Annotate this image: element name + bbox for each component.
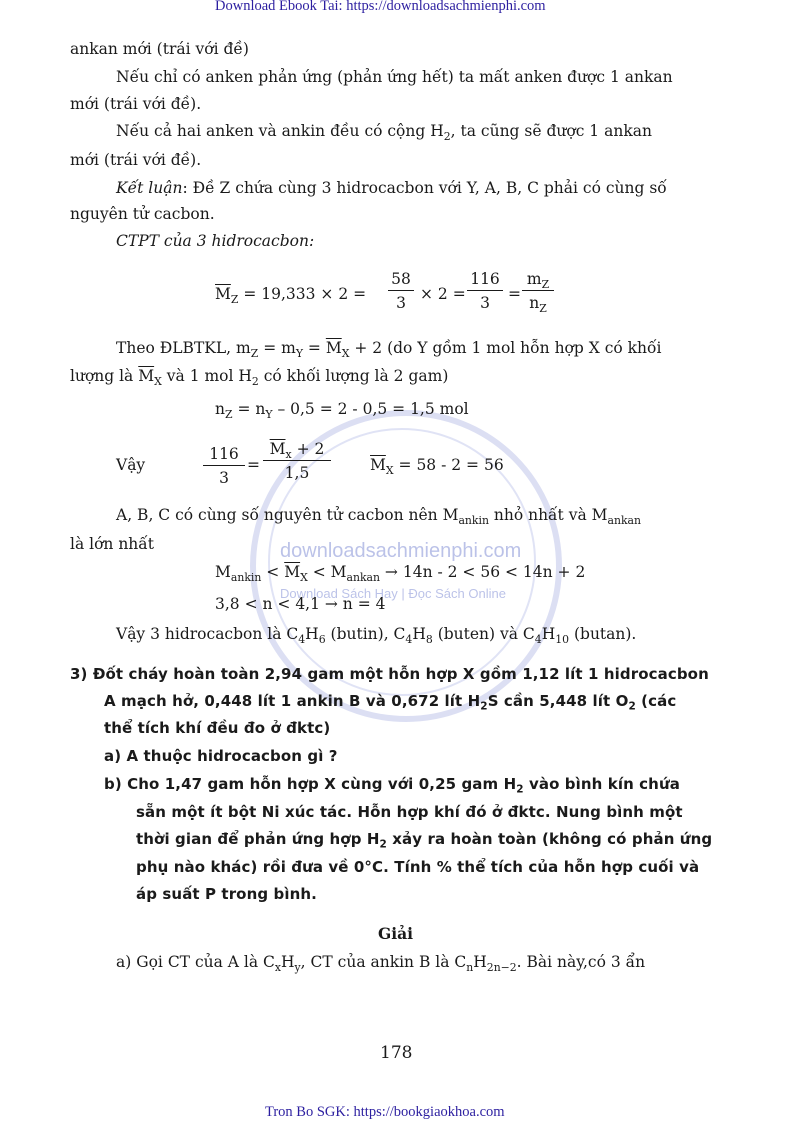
problem-text: A mạch hở, 0,448 lít 1 ankin B và 0,672 lít $H_2S$ cần 5,448 lít $O_2$ (các [104, 692, 677, 713]
text-vay: Vậy [116, 456, 146, 474]
text-line: A, B, C có cùng số nguyên tử cacbon nên $M_{ankin}$ nhỏ nhất và $M_{ankan}$ [116, 506, 641, 527]
problem-text: b) Cho 1,47 gam hỗn hợp X cùng với 0,25 gam $H_2$ vào bình kín chứa [104, 775, 680, 796]
text-line: nguyên tử cacbon. [70, 205, 215, 223]
problem-text: 3) Đốt cháy hoàn toàn 2,94 gam một hỗn hợp X gồm 1,12 lít 1 hidrocacbon [70, 665, 709, 683]
text-line: Nếu cả hai anken và ankin đều có cộng $H_2$, ta cũng sẽ được 1 ankan [116, 122, 652, 143]
fraction-116-3: 116 3 [467, 270, 503, 312]
header-link[interactable]: Download Ebook Tai: https://downloadsachmienphi.com [215, 0, 546, 14]
problem-text: phụ nào khác) rồi đưa về 0°C. Tính % thể tích của hỗn hợp cuối và [136, 858, 700, 876]
text-line: Vậy 3 hidrocacbon là $C_4H_6$ (butin), $C_4H_8$ (buten) và $C_4H_{10}$ (butan). [116, 625, 637, 646]
fraction-mz-nz: $m_Z$ $n_Z$ [522, 270, 554, 312]
text-line: 3,8 < n < 4,1 → n = 4 [215, 595, 386, 613]
text-line: là lớn nhất [70, 535, 155, 553]
problem-text: thời gian để phản ứng hợp $H_2$ xảy ra hoàn toàn (không có phản ứng [136, 830, 713, 851]
text-line: $n_Z = n_Y - 0,5 = 2 - 0,5 = 1,5$ mol [215, 400, 469, 421]
text-line: $\overline{M}_X = 58 - 2 = 56$ [370, 456, 504, 477]
fraction-116-3b: 116 3 [203, 445, 245, 487]
text-line: ankan mới (trái với đề) [70, 40, 249, 58]
text-line: a) Gọi CT của A là $C_xH_y$, CT của ankin B là $C_nH_{2n-2}$. Bài này,có 3 ẩn [116, 953, 646, 974]
text-line: Theo ĐLBTKL, $m_Z = m_Y = \overline{M}_X + 2$ (do Y gồm 1 mol hỗn hợp X có khối [116, 339, 662, 360]
problem-text: sẵn một ít bột Ni xúc tác. Hỗn hợp khí đó ở đktc. Nung bình một [136, 803, 683, 821]
text-line: Nếu chỉ có anken phản ứng (phản ứng hết) ta mất anken được 1 ankan [116, 68, 673, 86]
problem-text: thể tích khí đều đo ở đktc) [104, 719, 331, 737]
problem-text: a) A thuộc hidrocacbon gì ? [104, 747, 338, 765]
watermark-slogan: Download Sách Hay | Đọc Sách Online [280, 586, 506, 601]
equals-sign: = [247, 456, 260, 474]
problem-text: áp suất P trong bình. [136, 885, 317, 903]
equation-part: × 2 = [420, 285, 466, 303]
section-heading: Giải [378, 924, 414, 943]
footer-link[interactable]: Tron Bo SGK: https://bookgiaokhoa.com [265, 1104, 505, 1120]
text-line: mới (trái với đề). [70, 151, 202, 169]
text-line: Kết luận: Đề Z chứa cùng 3 hidrocacbon với Y, A, B, C phải có cùng số [116, 179, 667, 197]
fraction-58-3: 58 3 [388, 270, 414, 312]
text-line: $M_{ankin} < \overline{M}_X < M_{ankan} \to 14n - 2 < 56 < 14n + 2$ [215, 563, 586, 584]
text-line: lượng là $\overline{M}_X$ và 1 mol $H_2$ có khối lượng là 2 gam) [70, 367, 449, 388]
text-line: mới (trái với đề). [70, 95, 202, 113]
equals-sign: = [508, 285, 521, 303]
fraction-mx-1-5: $\overline{M}_x + 2$ 1,5 [263, 440, 331, 482]
watermark-site: downloadsachmienphi.com [280, 540, 522, 562]
text-line: CTPT của 3 hidrocacbon: [116, 232, 315, 250]
equation-mz: $\overline{M}_Z = 19,333 \times 2$ = [215, 285, 367, 306]
page-number: 178 [380, 1043, 413, 1063]
